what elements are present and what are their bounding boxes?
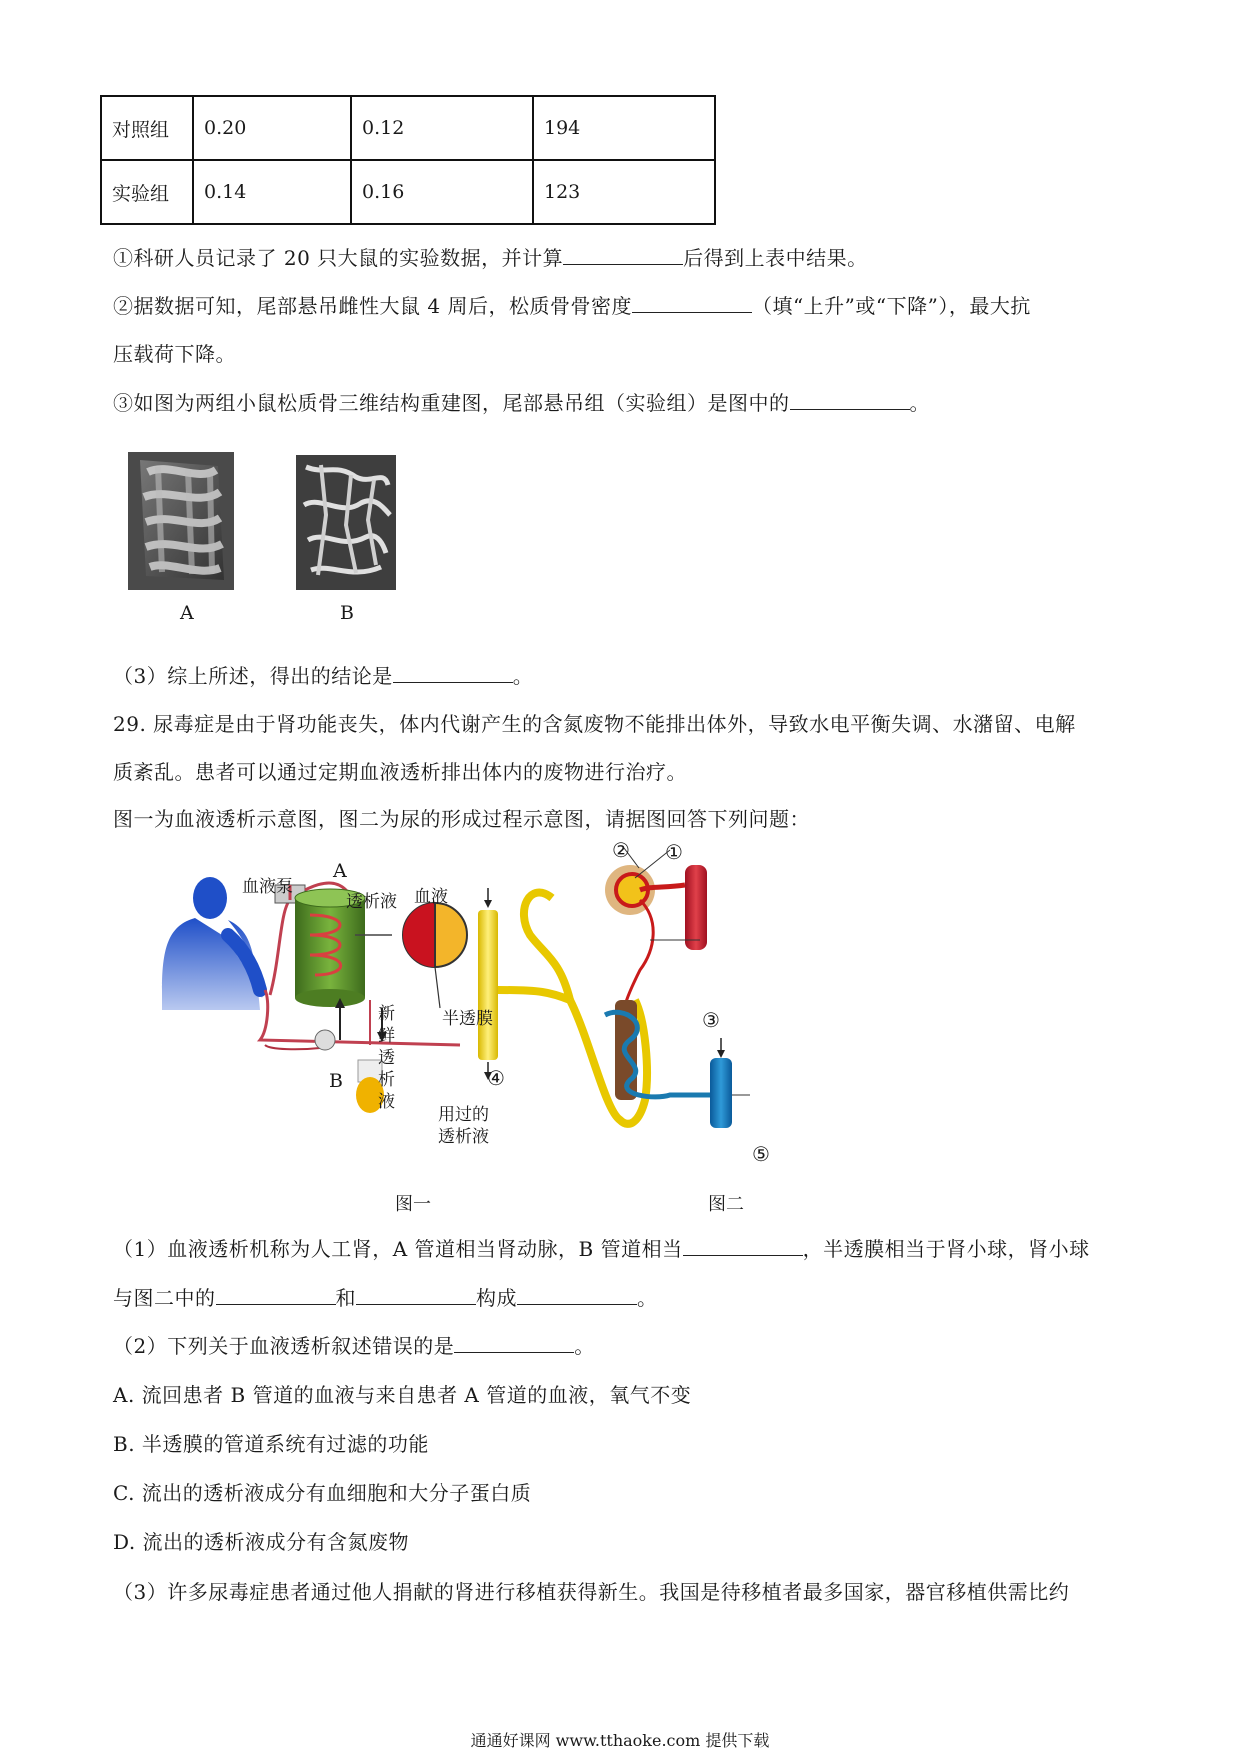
q29-line-2: 质紊乱。患者可以通过定期血液透析排出体内的废物进行治疗。 — [113, 760, 687, 784]
label-5: ⑤ — [752, 1142, 770, 1166]
label-4: ④ — [487, 1066, 505, 1090]
question-2-continued: 压载荷下降。 — [113, 342, 236, 366]
question-text: 。 — [637, 1286, 658, 1310]
table-cell: 0.16 — [351, 160, 533, 224]
image-label-a: A — [180, 602, 194, 624]
label-1: ① — [665, 840, 683, 864]
table-cell: 对照组 — [101, 96, 193, 160]
answer-blank[interactable] — [790, 391, 910, 410]
question-text: 和 — [335, 1286, 356, 1310]
question-1 — [113, 242, 868, 271]
label-blood: 血液 — [414, 887, 448, 907]
label-blood-pump: 血液泵 — [242, 877, 293, 897]
figure-1-caption: 图一 — [395, 1194, 431, 1215]
question-text: （1）血液透析机称为人工肾，A 管道相当肾动脉，B 管道相当 — [113, 1237, 683, 1261]
label-used-dialysate: 用过的 透析液 — [438, 1105, 489, 1147]
label-a: A — [333, 860, 347, 882]
question-text: 构成 — [476, 1286, 517, 1310]
pump-b-icon — [315, 1030, 335, 1050]
membrane-zoom-icon — [403, 903, 467, 967]
label-membrane: 半透膜 — [442, 1009, 493, 1029]
question-text: 。 — [512, 664, 534, 688]
answer-blank[interactable] — [632, 294, 752, 313]
question-text: 。 — [909, 391, 930, 415]
answer-blank[interactable] — [683, 1237, 803, 1256]
table-cell: 实验组 — [101, 160, 193, 224]
question-2 — [113, 290, 1031, 319]
answer-blank[interactable] — [517, 1286, 637, 1305]
subquestion-2 — [113, 1330, 595, 1359]
answer-blank[interactable] — [216, 1286, 336, 1305]
bone-image-b — [296, 455, 396, 590]
question-3 — [113, 387, 930, 416]
option-a[interactable]: A. 流回患者 B 管道的血液与来自患者 A 管道的血液，氧气不变 — [113, 1383, 692, 1407]
results-table — [100, 95, 716, 225]
answer-blank[interactable] — [356, 1286, 476, 1305]
label-3: ③ — [702, 1008, 720, 1032]
answer-blank[interactable] — [393, 664, 513, 683]
figure-2-caption: 图二 — [708, 1194, 744, 1215]
question-text: ②据数据可知，尾部悬吊雌性大鼠 4 周后，松质骨骨密度 — [113, 294, 632, 318]
question-text: ①科研人员记录了 20 只大鼠的实验数据，并计算 — [113, 246, 564, 270]
table-cell: 194 — [533, 96, 715, 160]
page-footer: 通通好课网 www.tthaoke.com 提供下载 — [470, 1731, 770, 1750]
option-d[interactable]: D. 流出的透析液成分有含氮废物 — [113, 1530, 410, 1554]
table-row — [101, 96, 715, 160]
table-cell: 0.12 — [351, 96, 533, 160]
summary-question — [113, 660, 533, 689]
answer-blank[interactable] — [563, 246, 683, 265]
question-text: （2）下列关于血液透析叙述错误的是 — [113, 1334, 455, 1358]
question-text: （3）综上所述，得出的结论是 — [113, 664, 393, 688]
subquestion-1 — [113, 1233, 1090, 1262]
label-b: B — [329, 1070, 343, 1092]
subquestion-1-line-2 — [113, 1282, 658, 1311]
label-fresh-dialysate: 新 鲜 透 析 液 — [378, 1004, 395, 1112]
question-text: ，半透膜相当于肾小球，肾小球 — [802, 1237, 1090, 1261]
table-row — [101, 160, 715, 224]
option-b[interactable]: B. 半透膜的管道系统有过滤的功能 — [113, 1432, 429, 1456]
question-text: 与图二中的 — [113, 1286, 216, 1310]
table-cell: 123 — [533, 160, 715, 224]
image-label-b: B — [340, 602, 354, 624]
label-dialysate: 透析液 — [346, 892, 397, 912]
answer-blank[interactable] — [454, 1334, 574, 1353]
question-text: 后得到上表中结果。 — [683, 246, 868, 270]
question-text: ③如图为两组小鼠松质骨三维结构重建图，尾部悬吊组（实验组）是图中的 — [113, 391, 790, 415]
question-text: （填“上升”或“下降”），最大抗 — [751, 294, 1031, 318]
table-cell: 0.20 — [193, 96, 351, 160]
question-text: 。 — [574, 1334, 595, 1358]
nephron-figure — [478, 848, 750, 1128]
subquestion-3: （3）许多尿毒症患者通过他人捐献的肾进行移植获得新生。我国是待移植者最多国家，器官移植供需比约 — [113, 1580, 1070, 1604]
bone-image-a — [128, 452, 234, 590]
q29-line-3: 图一为血液透析示意图，图二为尿的形成过程示意图，请据图回答下列问题： — [113, 807, 810, 831]
label-2: ② — [612, 838, 630, 862]
option-c[interactable]: C. 流出的透析液成分有血细胞和大分子蛋白质 — [113, 1481, 532, 1505]
q29-line-1: 29. 尿毒症是由于肾功能丧失，体内代谢产生的含氮废物不能排出体外，导致水电平衡失调、水潴留、电解 — [113, 712, 1076, 736]
table-cell: 0.14 — [193, 160, 351, 224]
